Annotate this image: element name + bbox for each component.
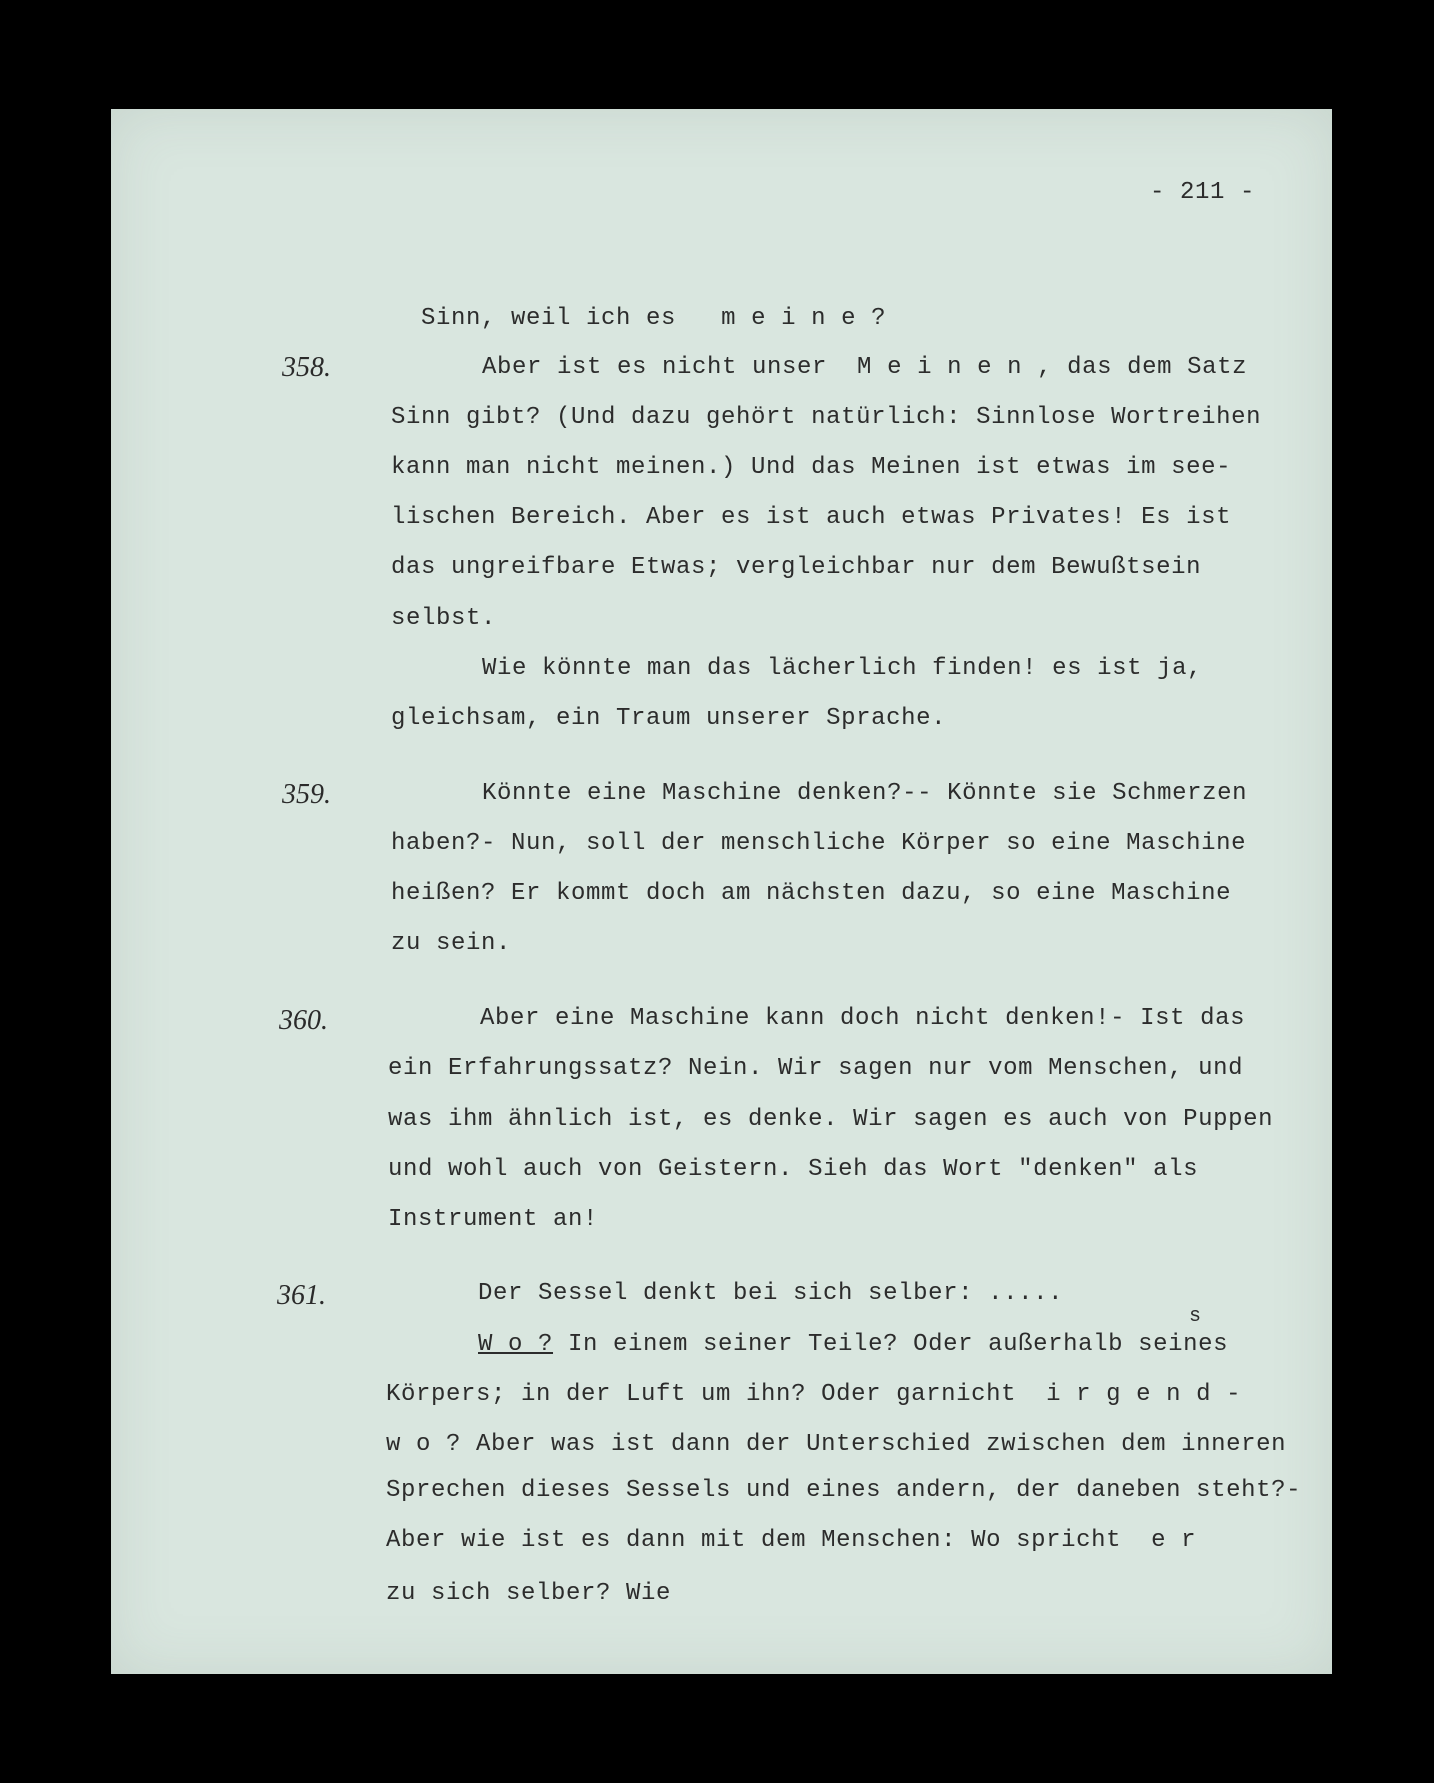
para-358-cont-1: Wie könnte man das lächerlich finden! es ist ja, (482, 655, 1203, 682)
para-360-line-5: Instrument an! (388, 1206, 599, 1233)
para-361-line-4: w o ? Aber was ist dann der Unterschied zwischen dem inneren (386, 1431, 1287, 1458)
section-number-360: 360. (279, 1005, 328, 1036)
wo-rest: In einem seiner Teile? Oder außerhalb seines (553, 1331, 1229, 1358)
intro-line (391, 278, 886, 332)
para-359-line-1: Könnte eine Maschine denken?-- Könnte sie Schmerzen (482, 780, 1248, 807)
para-361-line-7: zu sich selber? Wie (386, 1580, 672, 1607)
para-360-line-1: Aber eine Maschine kann doch nicht denken!- Ist das (480, 1005, 1246, 1032)
para-358-line-4: lischen Bereich. Aber es ist auch etwas Privates! Es ist (391, 504, 1232, 531)
page-number: - 211 - (1150, 179, 1256, 206)
para-359-line-2: haben?- Nun, soll der menschliche Körper so eine Maschine (391, 830, 1247, 857)
para-358-line-5: das ungreifbare Etwas; vergleichbar nur dem Bewußtsein (391, 554, 1202, 581)
para-358-cont-2: gleichsam, ein Traum unserer Sprache. (391, 705, 947, 732)
para-358-line-3: kann man nicht meinen.) Und das Meinen ist etwas im see- (391, 454, 1232, 481)
section-number-358: 358. (282, 352, 331, 383)
para-361-line-5: Sprechen dieses Sessels und eines andern, der daneben steht?- (386, 1477, 1302, 1504)
para-358-line-1: Aber ist es nicht unser M e i n e n , das dem Satz (482, 354, 1248, 381)
para-358-line-2: Sinn gibt? (Und dazu gehört natürlich: Sinnlose Wortreihen (391, 404, 1262, 431)
para-361-line-3: Körpers; in der Luft um ihn? Oder garnicht i r g e n d - (386, 1381, 1242, 1408)
para-361-line-2 (478, 1331, 1228, 1358)
para-360-line-3: was ihm ähnlich ist, es denke. Wir sagen es auch von Puppen (388, 1106, 1274, 1133)
wo-word: W o ? (478, 1331, 554, 1358)
para-361-line-6: Aber wie ist es dann mit dem Menschen: Wo spricht e r (386, 1527, 1197, 1554)
section-number-361: 361. (277, 1280, 326, 1311)
para-361-line-1: Der Sessel denkt bei sich selber: ..... (478, 1280, 1064, 1307)
para-360-line-4: und wohl auch von Geistern. Sieh das Wort "denken" als (388, 1156, 1199, 1183)
intro-spaced: m e i n e ? (721, 305, 887, 332)
para-359-line-3: heißen? Er kommt doch am nächsten dazu, so eine Maschine (391, 880, 1232, 907)
intro-text: Sinn, weil ich es (421, 305, 677, 332)
section-number-359: 359. (282, 779, 331, 810)
para-360-line-2: ein Erfahrungssatz? Nein. Wir sagen nur vom Menschen, und (388, 1055, 1244, 1082)
para-359-line-4: zu sein. (391, 930, 512, 957)
correction-s: s (1189, 1305, 1202, 1328)
para-358-line-6: selbst. (391, 605, 497, 632)
